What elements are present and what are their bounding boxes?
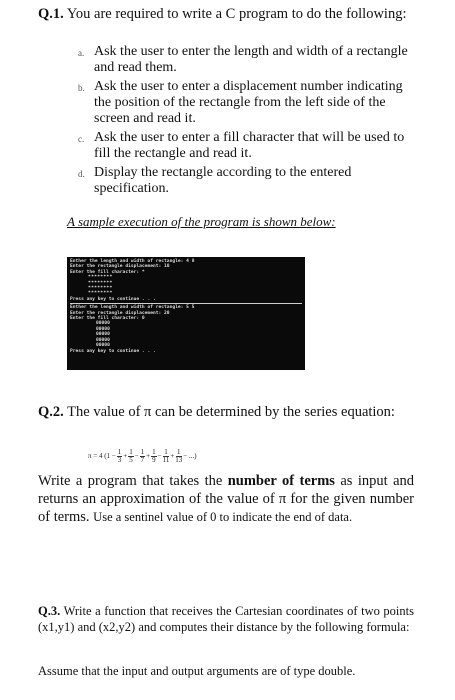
list-marker: c.	[78, 134, 85, 144]
console-rect-row: 00000	[96, 343, 110, 349]
q2-body-text: as input and returns an approximation of the value of π for the given number of terms.	[38, 473, 414, 525]
formula-sign: −	[134, 452, 139, 460]
console-line: Enther the length and width of rectangle: 4 8	[70, 259, 195, 264]
console-line: Enter the rectangle displacement: 20	[70, 310, 170, 316]
formula-sign: +	[123, 452, 128, 460]
console-rect-row: ********	[88, 280, 113, 286]
list-item-text: Ask the user to enter a fill character that will be used to fill the rectangle and read it.	[94, 130, 405, 161]
formula-sign: +	[170, 452, 175, 460]
q1-list	[72, 44, 412, 200]
q3-footer: Assume that the input and output arguments are of type double.	[38, 664, 356, 678]
formula-fraction: $\frac{1}{3}$	[117, 447, 122, 464]
console-rect-row: ********	[88, 286, 113, 292]
pi-series-formula	[88, 442, 197, 470]
q2-label: Q.2.	[38, 404, 64, 420]
console-line: Enter the fill character: *	[70, 269, 145, 275]
q2-body-bold: number of terms	[227, 473, 335, 489]
formula-tail: − ...)	[183, 452, 197, 460]
list-marker: d.	[78, 169, 85, 179]
q2-body-text: Write a program that takes the	[38, 473, 228, 489]
q2-sentinel-note: Use a sentinel value of 0 to indicate the end of data.	[93, 510, 353, 524]
q1-intro: You are required to write a C program to do the following:	[66, 6, 407, 22]
formula-fraction: $\frac{1}{11}$	[162, 447, 170, 464]
formula-lhs: π = 4 (1 −	[88, 452, 116, 460]
console-rect-row: 00000	[96, 321, 110, 327]
console-line: Enter the fill character: 0	[70, 316, 145, 322]
q3-text: Write a function that receives the Cartesian coordinates of two points (x1,y1) and (x2,y2) and computes their distance by the following formula:	[38, 604, 414, 634]
q3-heading	[38, 604, 414, 635]
list-item	[72, 44, 412, 76]
console-rect-row: 00000	[96, 337, 110, 343]
list-item	[72, 130, 412, 162]
formula-fraction: $\frac{1}{9}$	[152, 447, 156, 464]
list-item	[72, 165, 412, 197]
q2-intro: The value of π can be determined by the series equation:	[67, 404, 395, 420]
list-item-text: Ask the user to enter a displacement number indicating the position of the rectangle from the left side of the screen and read it.	[94, 79, 403, 126]
q1-heading	[38, 6, 418, 23]
formula-fraction: $\frac{1}{7}$	[140, 447, 145, 464]
console-rect-row: 00000	[96, 332, 110, 338]
console-rect-row: ********	[88, 275, 113, 281]
console-line: Enter the rectangle displacement: 10	[70, 264, 170, 270]
console-line: Enther the length and width of rectangle: 5 5	[70, 305, 195, 311]
formula-sign: −	[157, 452, 162, 460]
console-screenshot	[67, 257, 305, 370]
formula-fraction: $\frac{1}{13}$	[175, 447, 183, 464]
console-line: Press any key to continue . . .	[70, 296, 156, 302]
list-marker: b.	[78, 83, 85, 93]
formula-sign: +	[146, 452, 151, 460]
list-marker: a.	[78, 48, 85, 58]
console-line: Press any key to continue . . .	[70, 348, 156, 354]
q3-label: Q.3.	[38, 604, 61, 618]
sample-caption: A sample execution of the program is shown below:	[67, 214, 336, 229]
list-item	[72, 79, 412, 127]
console-rect-row: ********	[88, 291, 113, 297]
q2-body	[38, 472, 414, 526]
q1-label: Q.1.	[38, 6, 64, 22]
list-item-text: Display the rectangle according to the entered specification.	[94, 165, 352, 196]
console-rect-row: 00000	[96, 326, 110, 332]
list-item-text: Ask the user to enter the length and width of a rectangle and read them.	[94, 44, 408, 75]
q2-heading	[38, 404, 416, 421]
formula-fraction: $\frac{1}{5}$	[129, 447, 133, 464]
